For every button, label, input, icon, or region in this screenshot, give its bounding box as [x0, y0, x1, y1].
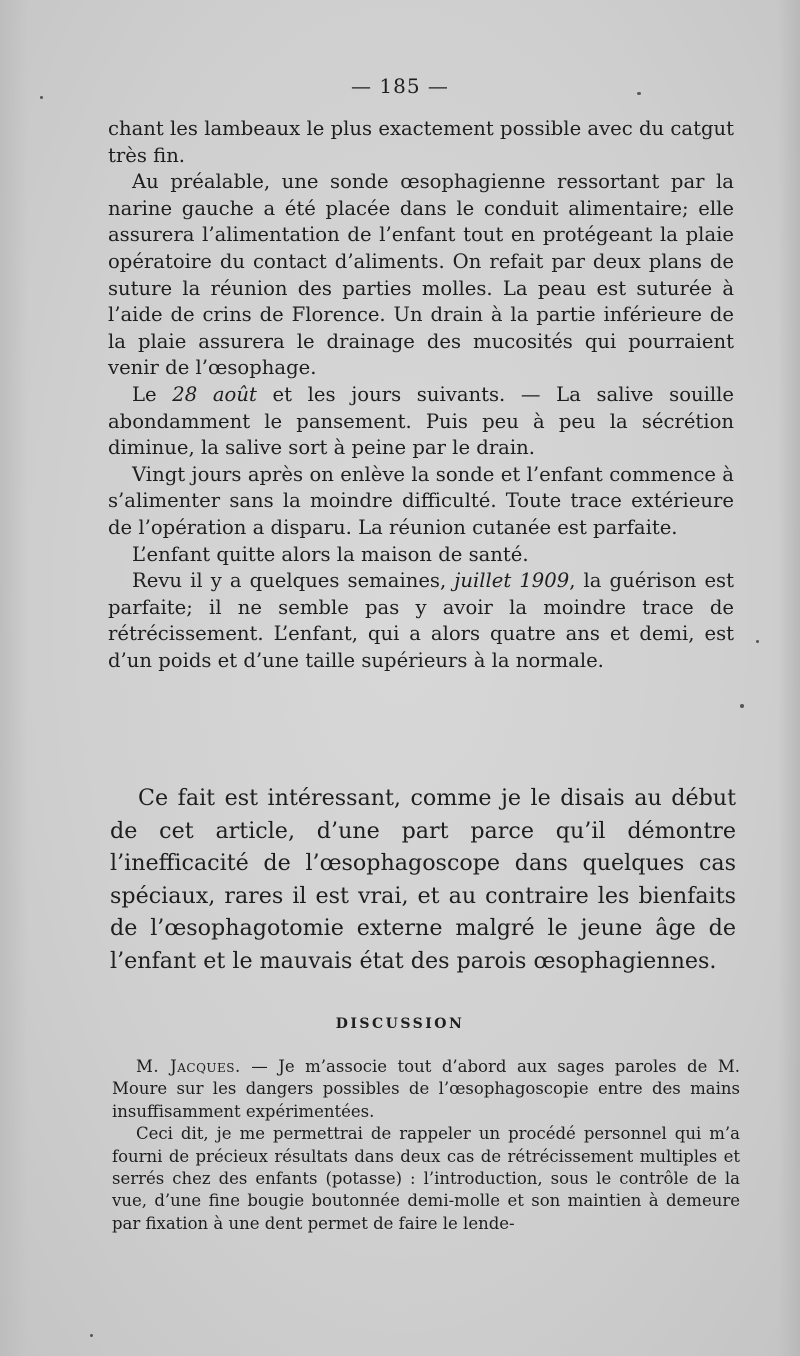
- paper-speck: [40, 96, 43, 99]
- discussion-block: [112, 1056, 740, 1235]
- paper-speck: [90, 1334, 93, 1337]
- body-paragraph: [108, 542, 734, 569]
- text-segment: Le: [132, 382, 173, 406]
- page-edge-shadow-left: [0, 0, 28, 1356]
- discussion-paragraph-text: — Je m’associe tout d’abord aux sages paroles de M. Moure sur les dangers possibles de l’œsophagoscopie entre des mains insuffisamment expérimentées.: [112, 1057, 740, 1121]
- text-segment: Revu il y a quelques semaines,: [132, 569, 455, 593]
- body-paragraph: [108, 568, 734, 674]
- body-paragraph: [108, 462, 734, 542]
- paper-speck: [756, 640, 759, 643]
- body-paragraph: [108, 169, 734, 382]
- discussion-paragraph: [112, 1056, 740, 1123]
- text-segment: Au préalable, une sonde œsophagienne ressortant par la narine gauche a été placée dans le conduit alimentaire; elle assurera l’alimentation de l’enfant tout en protégeant la plaie opératoire du contact d’aliments. On refait par deux plans de suture la réunion des parties molles. La peau est suturée à l’aide de crins de Florence. Un drain à la partie inférieure de la plaie assurera le drainage des mucosités qui pourraient venir de l’œsophage.: [108, 170, 734, 380]
- text-segment: L’enfant quitte alors la maison de santé.: [132, 542, 529, 566]
- section-heading: DISCUSSION: [335, 1016, 465, 1032]
- italic-date: juillet 1909: [454, 569, 570, 593]
- text-segment: , la guérison est parfaite; il ne semble pas y avoir la moindre trace de rétrécissement. L’enfant, qui a alors quatre ans et demi, est d’un poids et d’une taille supérieurs à la normale.: [108, 569, 734, 672]
- page-number: — 185 —: [351, 74, 449, 98]
- text-segment: Vingt jours après on enlève la sonde et l’enfant commence à s’alimenter sans la moindre difficulté. Toute trace extérieure de l’opération a disparu. La réunion cutanée est parfaite.: [108, 462, 734, 539]
- body-paragraph: [108, 116, 734, 169]
- paper-speck: [740, 704, 744, 708]
- speaker-name: M. Jacques.: [136, 1057, 241, 1076]
- body-paragraph: [108, 382, 734, 462]
- page-edge-shadow-right: [778, 0, 800, 1356]
- discussion-paragraph: Ceci dit, je me permettrai de rappeler un procédé personnel qui m’a fourni de précieux résultats dans deux cas de rétrécissement multiples et serrés chez des enfants (potasse) : l’introduction, sous le contrôle de la vue, d’une fine bougie boutonnée demi-molle et son maintien à demeure par fixation à une dent permet de faire le lende-: [112, 1124, 740, 1233]
- text-segment: et les jours suivants. — La salive souille abondamment le pansement. Puis peu à peu la sécrétion diminue, la salive sort à peine par le drain.: [108, 382, 735, 460]
- main-text-block: [108, 116, 734, 674]
- paper-speck: [637, 92, 641, 95]
- text-segment: chant les lambeaux le plus exactement possible avec du catgut très fin.: [108, 117, 734, 167]
- italic-date: 28 août: [172, 382, 257, 406]
- conclusion-paragraph: Ce fait est intéressant, comme je le disais au début de cet article, d’une part parce qu’il démontre l’inefficacité de l’œsophagoscope dans quelques cas spéciaux, rares il est vrai, et au contraire les bienfaits de l’œsophagotomie externe malgré le jeune âge de l’enfant et le mauvais état des parois œsophagiennes.: [110, 785, 736, 974]
- conclusion-block: [110, 782, 736, 978]
